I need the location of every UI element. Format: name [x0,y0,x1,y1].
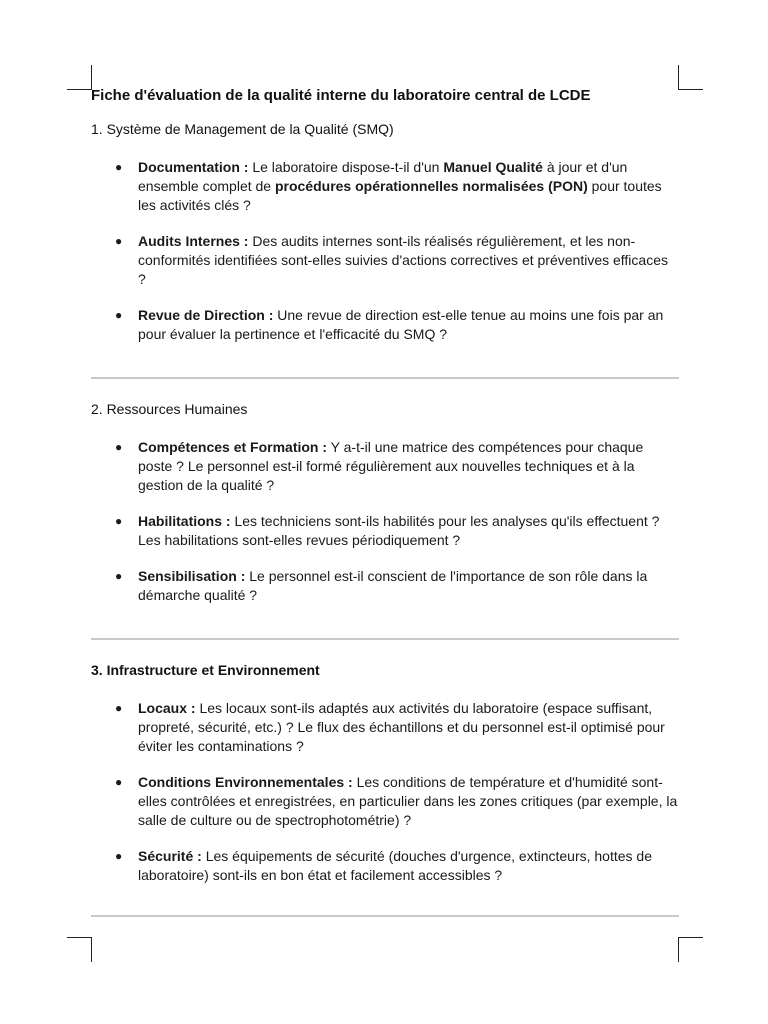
item-label: Revue de Direction : [138,307,274,323]
bullet-icon: ● [115,440,123,454]
document-body [91,86,679,917]
item-label: Compétences et Formation : [138,439,328,455]
item-list [91,438,679,605]
item-text: Des audits internes sont-ils réalisés régulièrement, et les non-conformités identifiées sont-elles suivies d'actions correctives et préventives efficaces ? [138,233,668,287]
crop-mark-top-right [678,65,703,90]
item-text: pour toutes les activités clés ? [138,178,662,213]
bullet-icon: ● [115,701,123,715]
list-item [91,512,679,550]
list-item [91,773,679,830]
item-text: Le personnel est-il conscient de l'importance de son rôle dans la démarche qualité ? [138,568,648,603]
section-divider [91,915,679,917]
section-heading: 2. Ressources Humaines [91,401,248,417]
item-label: Locaux : [138,700,196,716]
list-item [91,438,679,495]
crop-mark-bottom-right [678,937,703,962]
bullet-icon: ● [115,569,123,583]
item-label: Documentation : [138,159,249,175]
item-text: Y a-t-il une matrice des compétences pour chaque poste ? Le personnel est-il formé régulièrement aux nouvelles techniques et à la gestion de la qualité ? [138,439,644,493]
section-heading: 3. Infrastructure et Environnement [91,662,320,678]
bullet-icon: ● [115,234,123,248]
list-item [91,567,679,605]
section-infrastructure [91,661,679,885]
list-item [91,847,679,885]
bullet-icon: ● [115,308,123,322]
section-smq [91,120,679,344]
section-ressources-humaines [91,400,679,605]
list-item [91,232,679,289]
section-heading: 1. Système de Management de la Qualité (SMQ) [91,121,394,137]
item-text: Les équipements de sécurité (douches d'urgence, extincteurs, hottes de laboratoire) sont-ils en bon état et facilement accessibles ? [138,848,652,883]
list-item [91,158,679,215]
item-label: Audits Internes : [138,233,249,249]
section-divider [91,377,679,379]
item-text: à jour et d'un ensemble complet de [138,159,628,194]
bullet-icon: ● [115,160,123,174]
list-item [91,699,679,756]
item-text: Les conditions de température et d'humidité sont-elles contrôlées et enregistrées, en particulier dans les zones critiques (par exemple, la salle de culture ou de spectrophotométrie) ? [138,774,678,828]
item-label: Habilitations : [138,513,231,529]
item-text: Les locaux sont-ils adaptés aux activités du laboratoire (espace suffisant, propreté, sécurité, etc.) ? Le flux des échantillons et du personnel est-il optimisé pour éviter les contaminations ? [138,700,665,754]
item-emphasis: Manuel Qualité [443,159,543,175]
document-title: Fiche d'évaluation de la qualité interne du laboratoire central de LCDE [91,87,591,104]
item-emphasis: procédures opérationnelles normalisées (PON) [274,178,588,194]
item-list [91,699,679,885]
bullet-icon: ● [115,849,123,863]
item-text: Le laboratoire dispose-t-il d'un [248,159,444,175]
list-item [91,306,679,344]
item-label: Conditions Environnementales : [138,774,353,790]
bullet-icon: ● [115,514,123,528]
crop-mark-bottom-left [67,937,92,962]
section-divider [91,638,679,640]
item-text: Une revue de direction est-elle tenue au moins une fois par an pour évaluer la pertinence et l'efficacité du SMQ ? [138,307,664,342]
bullet-icon: ● [115,775,123,789]
crop-mark-top-left [67,65,92,90]
item-list [91,158,679,344]
item-label: Sécurité : [138,848,202,864]
item-label: Sensibilisation : [138,568,246,584]
item-text: Les techniciens sont-ils habilités pour les analyses qu'ils effectuent ? Les habilitations sont-elles revues périodiquement ? [138,513,660,548]
